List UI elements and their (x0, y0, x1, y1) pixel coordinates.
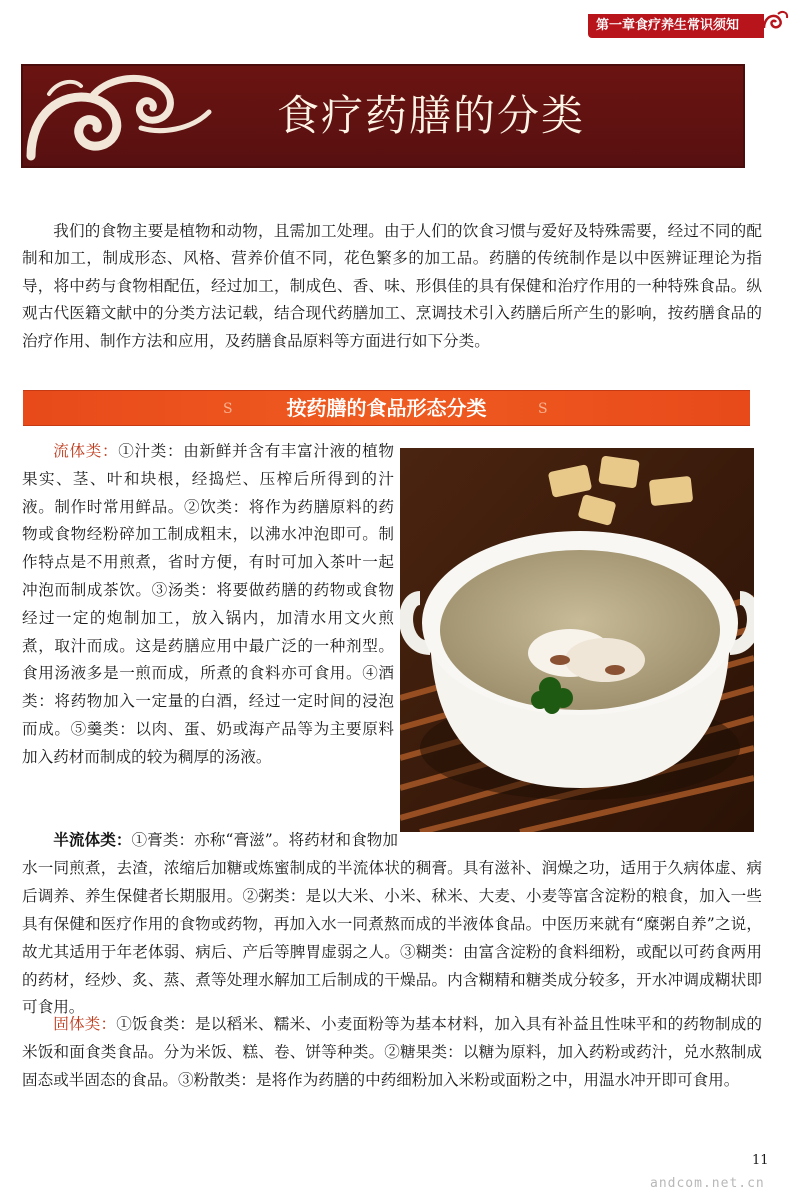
liquid-text: ①汁类：由新鲜并含有丰富汁液的植物果实、茎、叶和块根，经捣烂、压榨后所得到的汁液。制作时常用鲜品。②饮类：将作为药膳原料的药物或食物经粉碎加工制成粗末，以沸水冲泡即可。制作特点是不用煎煮，省时方便，有时可加入茶叶一起冲泡而制成茶饮。③汤类：将要做药膳的药物或食物经过一定的炮制加工，放入锅内，加清水用文火煎煮，取汁而成。这是药膳应用中最广泛的一种剂型。食用汤液多是一煎而成，所煮的食料亦可食用。④酒类：将药物加入一定量的白酒，经过一定时间的浸泡而成。⑤羹类：以肉、蛋、奶或海产品等为主要原料加入药材而制成的较为稠厚的汤液。 (22, 442, 394, 766)
semi-liquid-term: 半流体类： (53, 830, 132, 849)
tab-ornament-icon (760, 6, 790, 36)
page-number: 11 (752, 1153, 769, 1168)
section-heading-bar (23, 390, 750, 426)
semi-liquid-text: ①膏类：亦称“膏滋”。将药材和食物加水一同煎煮，去渣，浓缩后加糖或炼蜜制成的半流体状的稠膏。具有滋补、润燥之功，适用于久病体虚、病后调养、养生保健者长期服用。②粥类：是以大米、小米、秫米、大麦、小麦等富含淀粉的粮食，加入一些具有保健和医疗作用的食物或药物，再加入水一同煮熬而成的半液体食品。中医历来就有“糜粥自养”之说，故尤其适用于年老体弱、病后、产后等脾胃虚弱之人。③糊类：由富含淀粉的食料细粉，或配以可药食两用的药材，经炒、炙、蒸、煮等处理水解加工后制成的干燥品。内含糊精和糖类成分较多，开水冲调成糊状即可食用。 (22, 831, 762, 1017)
solid-paragraph (22, 1011, 762, 1095)
watermark: andcom.net.cn (650, 1176, 765, 1191)
section-marker-right: S (538, 401, 548, 417)
title-banner (21, 64, 745, 168)
intro-paragraph: 我们的食物主要是植物和动物，且需加工处理。由于人们的饮食习惯与爱好及特殊需要，经过不同的配制和加工，制成形态、风格、营养价值不同，花色繁多的加工品。药膳的传统制作是以中医辨证理论为指导，将中药与食物相配伍，经过加工，制成色、香、味、形俱佳的具有保健和治疗作用的一种特殊食品。纵观古代医籍文献中的分类方法记载，结合现代药膳加工、烹调技术引入药膳后所产生的影响，按药膳食品的治疗作用、制作方法和应用，及药膳食品原料等方面进行如下分类。 (22, 222, 762, 350)
liquid-term: 流体类： (53, 442, 119, 460)
cloud-swirl-icon (21, 64, 221, 168)
section-marker-left: S (223, 401, 233, 417)
semi-liquid-paragraph (22, 826, 762, 1022)
section-title: 按药膳的食品形态分类 (286, 396, 487, 420)
solid-term: 固体类： (53, 1015, 117, 1033)
solid-text: ①饭食类：是以稻米、糯米、小麦面粉等为基本材料，加入具有补益且性味平和的药物制成的米饭和面食类食品。分为米饭、糕、卷、饼等种类。②糖果类：以糖为原料，加入药粉或药汁，兑水熬制成固态或半固态的食品。③粉散类：是将作为药膳的中药细粉加入米粉或面粉之中，用温水冲开即可食用。 (22, 1015, 762, 1089)
liquid-paragraph (22, 438, 394, 772)
page-title: 食疗药膳的分类 (276, 91, 585, 140)
liquid-section (22, 438, 394, 772)
chapter-tab: 第一章食疗养生常识须知 (588, 14, 764, 38)
mushroom-soup-photo (400, 448, 754, 832)
